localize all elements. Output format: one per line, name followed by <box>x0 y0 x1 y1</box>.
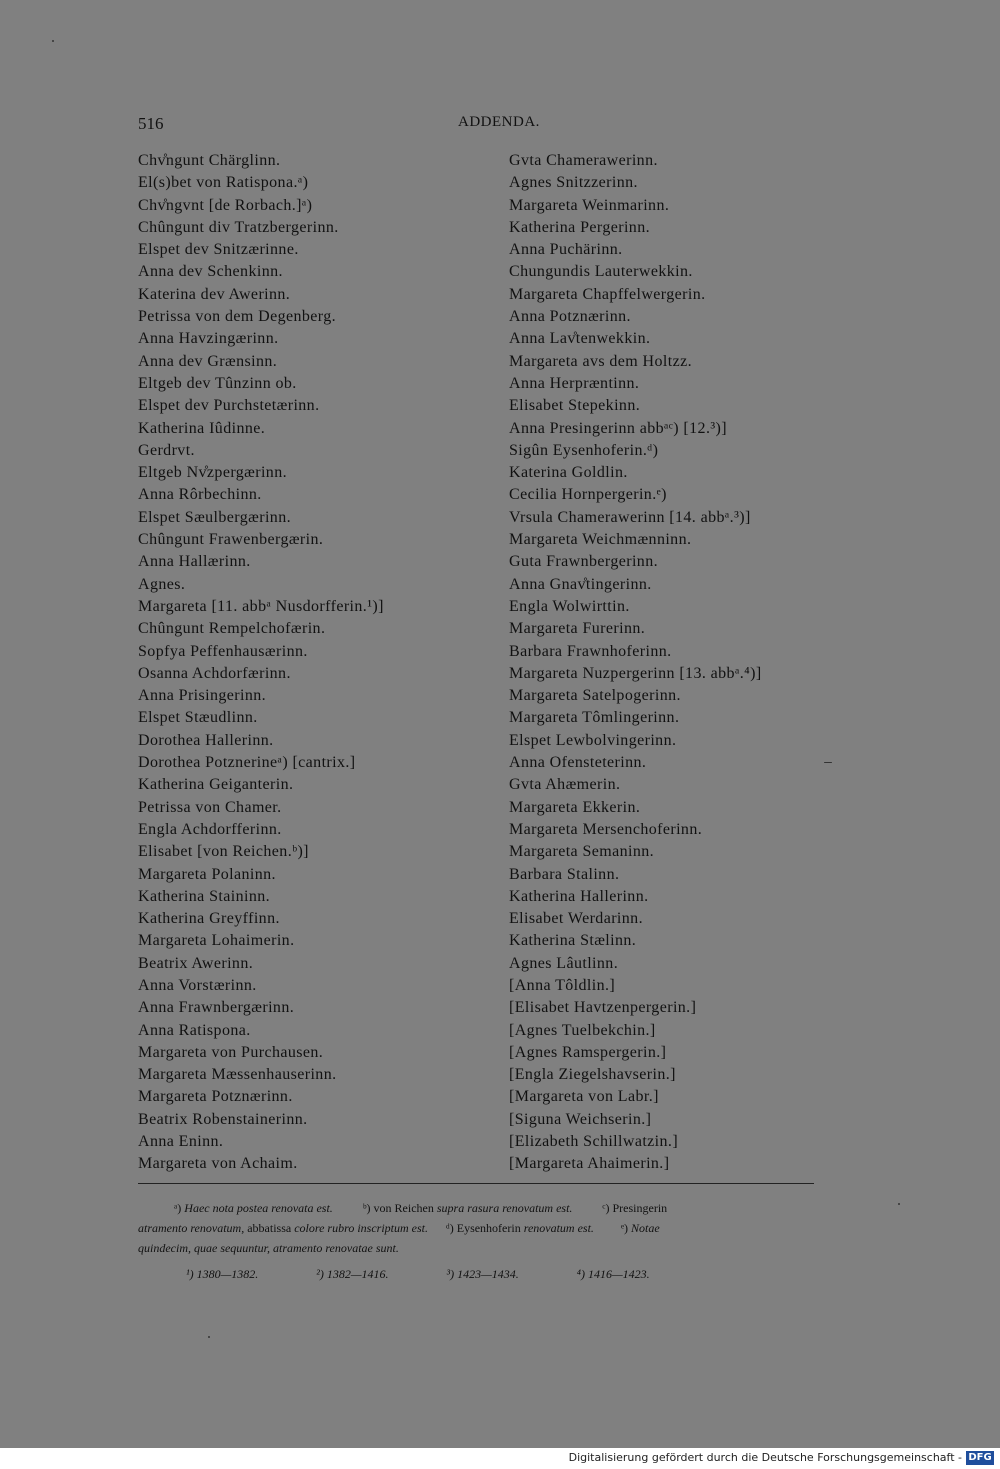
right-name-entry: [Elizabeth Schillwatzin.] <box>509 1133 679 1151</box>
right-name-entry: Vrsula Chamerawerinn [14. abbᵃ.³)] <box>509 508 751 526</box>
left-name-entry: Agnes. <box>138 575 186 593</box>
footnote-c-pre: Presingerin <box>612 1201 668 1215</box>
left-name-entry: Margareta Mæssenhauserinn. <box>138 1066 337 1084</box>
left-name-entry: Dorothea Potznerineᵃ) [cantrix.] <box>138 754 356 772</box>
scan-speck <box>52 40 54 42</box>
footnote-line-2 <box>138 1218 860 1238</box>
date-note-text: 1416—1423. <box>587 1267 650 1281</box>
scan-speck <box>824 762 832 763</box>
left-name-entry: Anna Ratispona. <box>138 1021 251 1039</box>
footnote-line-3 <box>138 1238 860 1258</box>
right-name-entry: Margareta Tômlingerinn. <box>509 709 680 727</box>
right-name-entry: Anna Herpræntinn. <box>509 374 640 392</box>
left-name-entry: Anna Vorstærinn. <box>138 976 257 994</box>
right-name-entry: Margareta Chapffelwergerin. <box>509 285 706 303</box>
right-name-entry: [Engla Ziegelshavserin.] <box>509 1066 676 1084</box>
left-name-entry: Osanna Achdorfærinn. <box>138 664 291 682</box>
right-name-entry: Margareta Weichmænninn. <box>509 531 692 549</box>
left-name-entry: Katherina Iûdinne. <box>138 419 266 437</box>
right-name-entry: Anna Presingerinn abbᵃᶜ) [12.³)] <box>509 419 728 437</box>
right-name-entry: Margareta Semaninn. <box>509 843 655 861</box>
left-name-entry: Margareta von Achaim. <box>138 1155 298 1173</box>
left-name-entry: Margareta Potznærinn. <box>138 1088 293 1106</box>
left-name-entry: Elspet dev Purchstetærinn. <box>138 397 320 415</box>
right-name-entry: Margareta Ekkerin. <box>509 798 641 816</box>
left-name-entry: Margareta [11. abbᵃ Nusdorfferin.¹)] <box>138 597 384 615</box>
right-name-entry: [Siguna Weichserin.] <box>509 1110 652 1128</box>
left-name-column <box>138 150 498 1176</box>
right-name-entry: Margareta avs dem Holtzz. <box>509 352 692 370</box>
footnote-rule <box>138 1183 814 1184</box>
footnote-line-1 <box>138 1198 860 1218</box>
left-name-entry: Beatrix Robenstainerinn. <box>138 1110 308 1128</box>
left-name-entry: Margareta von Purchausen. <box>138 1043 324 1061</box>
right-name-entry: Anna Puchärinn. <box>509 241 623 259</box>
right-name-entry: Guta Frawnbergerinn. <box>509 553 658 571</box>
left-name-entry: Elspet dev Snitzærinne. <box>138 241 299 259</box>
right-name-entry: Barbara Frawnhoferinn. <box>509 642 672 660</box>
right-name-entry: Katerina Goldlin. <box>509 464 628 482</box>
left-name-entry: Anna Havzingærinn. <box>138 330 279 348</box>
date-note-mark: ³) <box>446 1267 455 1281</box>
footnote-d-mark: ᵈ) <box>446 1221 454 1235</box>
right-name-entry: [Margareta von Labr.] <box>509 1088 659 1106</box>
left-name-entry: Eltgeb dev Tûnzinn ob. <box>138 374 297 392</box>
left-name-entry: Anna Rôrbechinn. <box>138 486 262 504</box>
right-name-entry: Margareta Furerinn. <box>509 620 646 638</box>
page-number: 516 <box>138 114 164 133</box>
footnote-a-text: Haec nota postea renovata est. <box>184 1201 333 1215</box>
right-name-entry: Margareta Satelpogerinn. <box>509 687 681 705</box>
right-name-entry: Elspet Lewbolvingerinn. <box>509 731 677 749</box>
right-name-entry: Katherina Stælinn. <box>509 932 637 950</box>
date-note-mark: ²) <box>316 1267 324 1281</box>
footnote-c-mark: ᶜ) <box>602 1201 610 1215</box>
date-note-text: 1382—1416. <box>326 1267 389 1281</box>
left-name-entry: Chv̊ngvnt [de Rorbach.]ᵃ) <box>138 196 313 214</box>
right-name-entry: Margareta Weinmarinn. <box>509 196 670 214</box>
footnote-b-text: supra rasura renovatum est. <box>436 1201 573 1215</box>
footnote-d-text: renovatum est. <box>523 1221 594 1235</box>
left-name-entry: Margareta Lohaimerin. <box>138 932 295 950</box>
left-name-entry: Dorothea Hallerinn. <box>138 731 274 749</box>
right-name-entry: Katherina Pergerinn. <box>509 218 650 236</box>
scan-speck <box>208 1336 210 1338</box>
right-name-entry: Katherina Hallerinn. <box>509 887 649 905</box>
footnote-c-text: atramento renovatum, <box>138 1221 245 1235</box>
right-name-entry: Margareta Nuzpergerinn [13. abbᵃ.⁴)] <box>509 664 762 682</box>
footnote-a-mark: ᵃ) <box>174 1201 182 1215</box>
right-name-entry: [Elisabet Havtzenpergerin.] <box>509 999 697 1017</box>
date-note-mark: ⁴) <box>576 1267 585 1281</box>
right-name-entry: Engla Wolwirttin. <box>509 597 630 615</box>
right-name-entry: Barbara Stalinn. <box>509 865 620 883</box>
right-name-entry: Cecilia Hornpergerin.ᵉ) <box>509 486 667 504</box>
footnote-c-mid: abbatissa <box>247 1221 292 1235</box>
left-name-entry: Chv̊ngunt Chärglinn. <box>138 152 281 169</box>
right-name-entry: Anna Potznærinn. <box>509 308 631 326</box>
footnote-e-mark: ᵉ) <box>620 1221 629 1235</box>
left-name-entry: El(s)bet von Ratispona.ᵃ) <box>138 174 309 192</box>
right-name-entry: [Margareta Ahaimerin.] <box>509 1155 670 1173</box>
date-note-text: 1380—1382. <box>196 1267 259 1281</box>
left-name-entry: Engla Achdorfferinn. <box>138 820 282 838</box>
abbess-dates <box>138 1264 860 1284</box>
left-name-entry: Elspet Sæulbergærinn. <box>138 508 291 526</box>
footnotes <box>138 1198 860 1284</box>
scan-speck <box>898 1203 900 1205</box>
footnote-b-pre: von Reichen <box>373 1201 434 1215</box>
footnote-b-mark: ᵇ) <box>362 1201 371 1215</box>
left-name-entry: Chûngunt div Tratzbergerinn. <box>138 218 339 236</box>
left-name-entry: Gerdrvt. <box>138 441 195 459</box>
dfg-logo-icon: DFG <box>966 1451 994 1465</box>
right-name-entry: Sigûn Eysenhoferin.ᵈ) <box>509 441 659 459</box>
right-name-entry: [Agnes Ramspergerin.] <box>509 1043 667 1061</box>
left-name-entry: Petrissa von dem Degenberg. <box>138 308 337 326</box>
left-name-entry: Anna Eninn. <box>138 1133 224 1151</box>
left-name-entry: Chûngunt Frawenbergærin. <box>138 531 324 549</box>
right-name-entry: Chungundis Lauterwekkin. <box>509 263 693 281</box>
left-name-entry: Anna dev Grænsinn. <box>138 352 278 370</box>
attribution-text: Digitalisierung gefördert durch die Deutsche Forschungsgemeinschaft - <box>568 1451 962 1464</box>
left-name-entry: Beatrix Awerinn. <box>138 954 254 972</box>
left-name-entry: Margareta Polaninn. <box>138 865 276 883</box>
footnote-e-text-b: quindecim, quae sequuntur, atramento renovatae sunt. <box>138 1241 399 1255</box>
right-name-column <box>509 150 829 1176</box>
left-name-entry: Anna Frawnbergærinn. <box>138 999 295 1017</box>
left-name-entry: Petrissa von Chamer. <box>138 798 282 816</box>
footnote-e-text-a: Notae <box>631 1221 660 1235</box>
date-note-mark: ¹) <box>186 1267 194 1281</box>
left-name-entry: Anna Prisingerinn. <box>138 687 267 705</box>
left-name-entry: Eltgeb Nv̊zpergærinn. <box>138 464 288 482</box>
right-name-entry: Anna Gnav̊tingerinn. <box>509 575 652 593</box>
right-name-entry: [Agnes Tuelbekchin.] <box>509 1021 656 1039</box>
left-name-entry: Katherina Staininn. <box>138 887 271 905</box>
left-name-entry: Katherina Greyffinn. <box>138 910 280 928</box>
left-name-entry: Anna dev Schenkinn. <box>138 263 283 281</box>
left-name-entry: Sopfya Peffenhausærinn. <box>138 642 308 660</box>
right-name-entry: Elisabet Stepekinn. <box>509 397 641 415</box>
right-name-entry: Gvta Ahæmerin. <box>509 776 621 794</box>
left-name-entry: Elspet Stæudlinn. <box>138 709 258 727</box>
right-name-entry: Anna Ofensteterinn. <box>509 754 647 772</box>
right-name-entry: Gvta Chamerawerinn. <box>509 152 658 169</box>
right-name-entry: Anna Lav̊tenwekkin. <box>509 330 651 348</box>
left-name-entry: Katerina dev Awerinn. <box>138 285 291 303</box>
right-name-entry: Elisabet Werdarinn. <box>509 910 643 928</box>
right-name-entry: Margareta Mersenchoferinn. <box>509 820 703 838</box>
running-title: ADDENDA. <box>458 114 540 130</box>
footnote-c-text2: colore rubro inscriptum est. <box>294 1221 428 1235</box>
date-note-text: 1423—1434. <box>457 1267 519 1281</box>
left-name-entry: Katherina Geiganterin. <box>138 776 294 794</box>
footnote-d-pre: Eysenhoferin <box>456 1221 521 1235</box>
right-name-entry: [Anna Tôldlin.] <box>509 976 616 994</box>
right-name-entry: Agnes Snitzzerinn. <box>509 174 638 192</box>
left-name-entry: Anna Hallærinn. <box>138 553 251 571</box>
left-name-entry: Chûngunt Rempelchofærin. <box>138 620 326 638</box>
right-name-entry: Agnes Lâutlinn. <box>509 954 619 972</box>
left-name-entry: Elisabet [von Reichen.ᵇ)] <box>138 843 309 861</box>
